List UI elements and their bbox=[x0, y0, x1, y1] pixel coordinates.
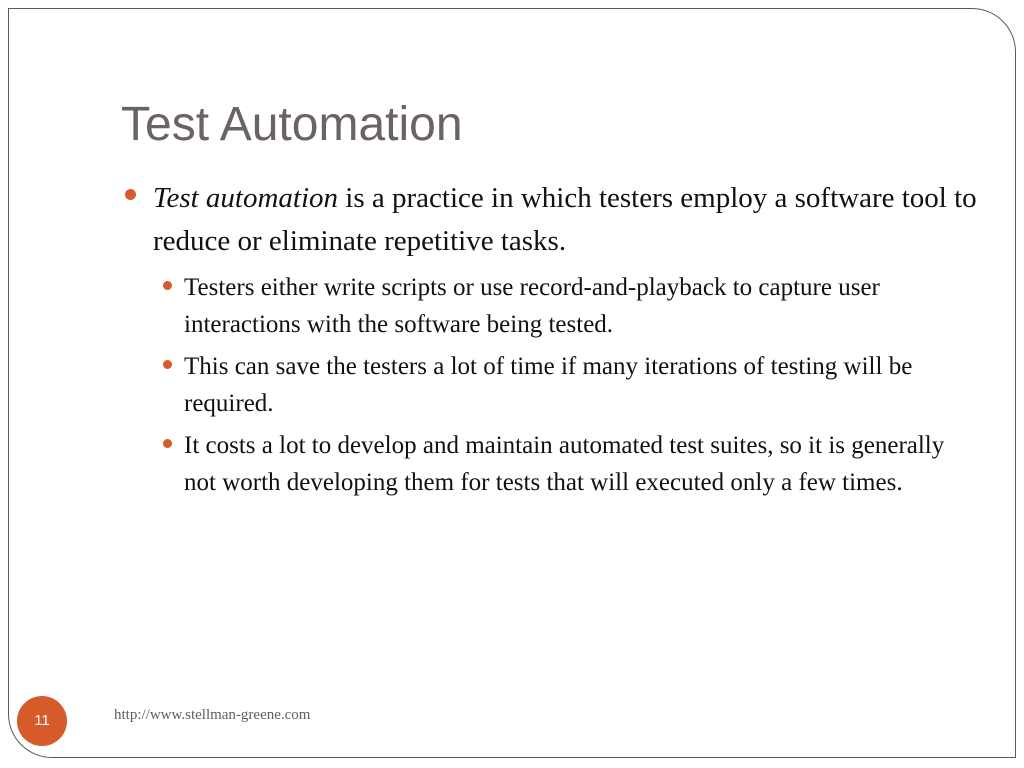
sub-bullet-item bbox=[121, 427, 981, 501]
sub-bullet-text: This can save the testers a lot of time if many iterations of testing will be required. bbox=[184, 353, 913, 417]
bullet-text: is a practice in which testers employ a software tool to reduce or eliminate repetitive tasks. bbox=[153, 182, 977, 257]
sub-bullet-item bbox=[121, 348, 981, 422]
slide-frame bbox=[8, 8, 1016, 758]
sub-bullet-text: It costs a lot to develop and maintain automated test suites, so it is generally not worth developing them for tests that will executed only a few times. bbox=[184, 432, 945, 496]
sub-bullet-text: Testers either write scripts or use record-and-playback to capture user interactions with the software being tested. bbox=[184, 274, 880, 338]
page-number-badge: 11 bbox=[17, 696, 67, 746]
slide-body bbox=[121, 177, 981, 506]
bullet-dot-icon bbox=[163, 281, 172, 290]
bullet-item bbox=[121, 177, 981, 263]
sub-bullet-item bbox=[121, 269, 981, 343]
bullet-term: Test automation bbox=[153, 182, 339, 214]
bullet-dot-icon bbox=[125, 189, 136, 200]
footer-url: http://www.stellman-greene.com bbox=[114, 707, 311, 723]
bullet-dot-icon bbox=[163, 360, 172, 369]
bullet-dot-icon bbox=[163, 439, 172, 448]
slide-title: Test Automation bbox=[121, 98, 463, 151]
